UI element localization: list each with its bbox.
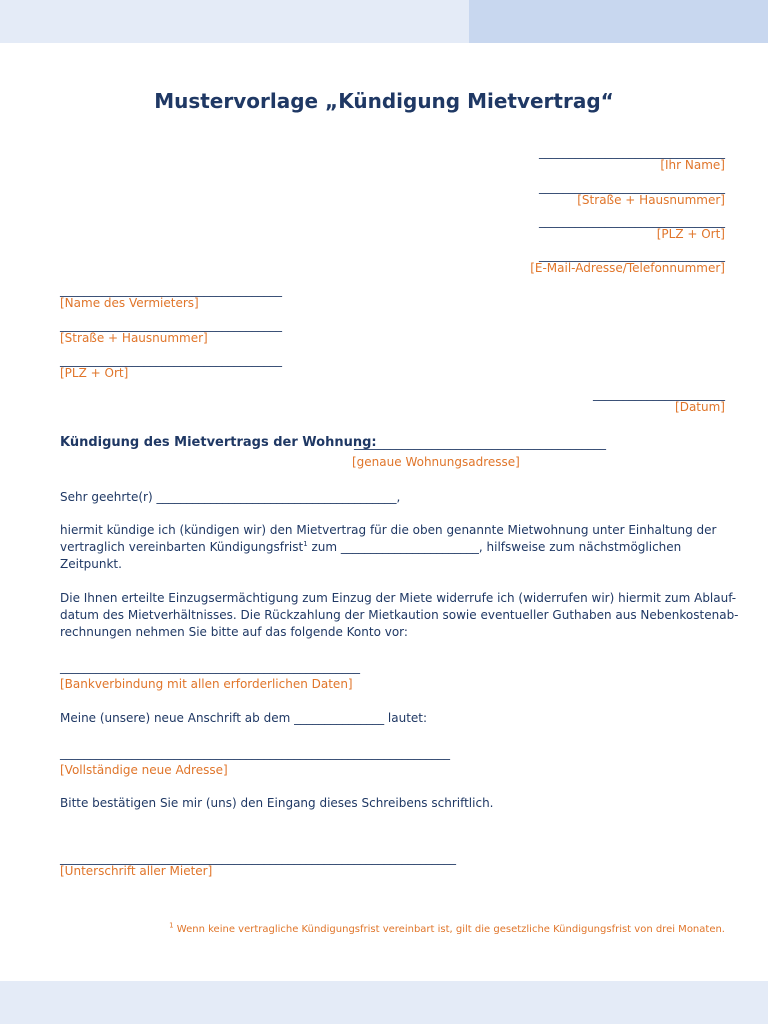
subject-line: __________________________________________ xyxy=(354,436,606,450)
paragraph2-line3: rechnungen nehmen Sie bitte auf das folgende Konto vor: xyxy=(60,625,408,639)
recipient-name-hint: [Name des Vermieters] xyxy=(60,296,199,310)
header-band-left xyxy=(0,0,469,43)
new-address-line: _________________________________________________________________ xyxy=(60,746,450,760)
paragraph1-line2 xyxy=(60,540,681,554)
recipient-city-hint: [PLZ + Ort] xyxy=(60,366,129,380)
bank-line: __________________________________________________ xyxy=(60,660,360,674)
recipient-city-line: _____________________________________ xyxy=(60,353,282,367)
footer-band xyxy=(0,981,768,1024)
paragraph2-line2: datum des Mietverhältnisses. Die Rückzahlung der Mietkaution sowie eventueller Guthaben aus Nebenkostenab- xyxy=(60,608,739,622)
sender-contact-hint: [E-Mail-Adresse/Telefonnummer] xyxy=(530,261,725,275)
date-hint: [Datum] xyxy=(675,400,725,414)
confirm-text: Bitte bestätigen Sie mir (uns) den Eingang dieses Schreibens schriftlich. xyxy=(60,796,494,810)
signature-hint: [Unterschrift aller Mieter] xyxy=(60,864,213,878)
date-line: ______________________ xyxy=(593,387,725,401)
bank-hint: [Bankverbindung mit allen erforderlichen Daten] xyxy=(60,677,353,691)
recipient-street-hint: [Straße + Hausnummer] xyxy=(60,331,208,345)
recipient-street-line: _____________________________________ xyxy=(60,318,282,332)
paragraph2-line1: Die Ihnen erteilte Einzugsermächtigung zum Einzug der Miete widerrufe ich (widerrufen wir) hiermit zum Ablauf- xyxy=(60,591,737,605)
salutation: Sehr geehrte(r) ________________________________________, xyxy=(60,490,401,504)
footnote-mark: 1 xyxy=(169,921,174,930)
subject-label: Kündigung des Mietvertrags der Wohnung: xyxy=(60,435,377,450)
sender-contact-line: _______________________________ xyxy=(539,248,725,262)
signature-line: __________________________________________________________________ xyxy=(60,851,456,865)
recipient-name-line: _____________________________________ xyxy=(60,283,282,297)
sender-street-line: _______________________________ xyxy=(539,180,725,194)
sender-city-hint: [PLZ + Ort] xyxy=(656,227,725,241)
sender-city-line: _______________________________ xyxy=(539,214,725,228)
footnote xyxy=(169,921,725,936)
paragraph1-line2-start: vertraglich vereinbarten Kündigungsfrist xyxy=(60,540,304,554)
new-address-hint: [Vollständige neue Adresse] xyxy=(60,763,228,777)
paragraph1-line2-end: zum _______________________, hilfsweise zum nächstmöglichen xyxy=(307,540,682,554)
footnote-reference: 1 xyxy=(303,540,308,548)
page-title: Mustervorlage „Kündigung Mietvertrag“ xyxy=(154,89,614,113)
sender-name-line: _______________________________ xyxy=(539,145,725,159)
sender-name-hint: [Ihr Name] xyxy=(660,158,725,172)
header-band-right xyxy=(469,0,768,43)
new-address-text: Meine (unsere) neue Anschrift ab dem _______________ lautet: xyxy=(60,711,428,725)
paragraph1-line1: hiermit kündige ich (kündigen wir) den Mietvertrag für die oben genannte Mietwohnung unter Einhaltung der xyxy=(60,523,717,537)
paragraph1-line3: Zeitpunkt. xyxy=(60,557,122,571)
sender-street-hint: [Straße + Hausnummer] xyxy=(577,193,725,207)
footnote-text: Wenn keine vertragliche Kündigungsfrist vereinbart ist, gilt die gesetzliche Kündigungsfrist von drei Monaten. xyxy=(173,924,725,935)
subject-hint: [genaue Wohnungsadresse] xyxy=(352,455,520,469)
